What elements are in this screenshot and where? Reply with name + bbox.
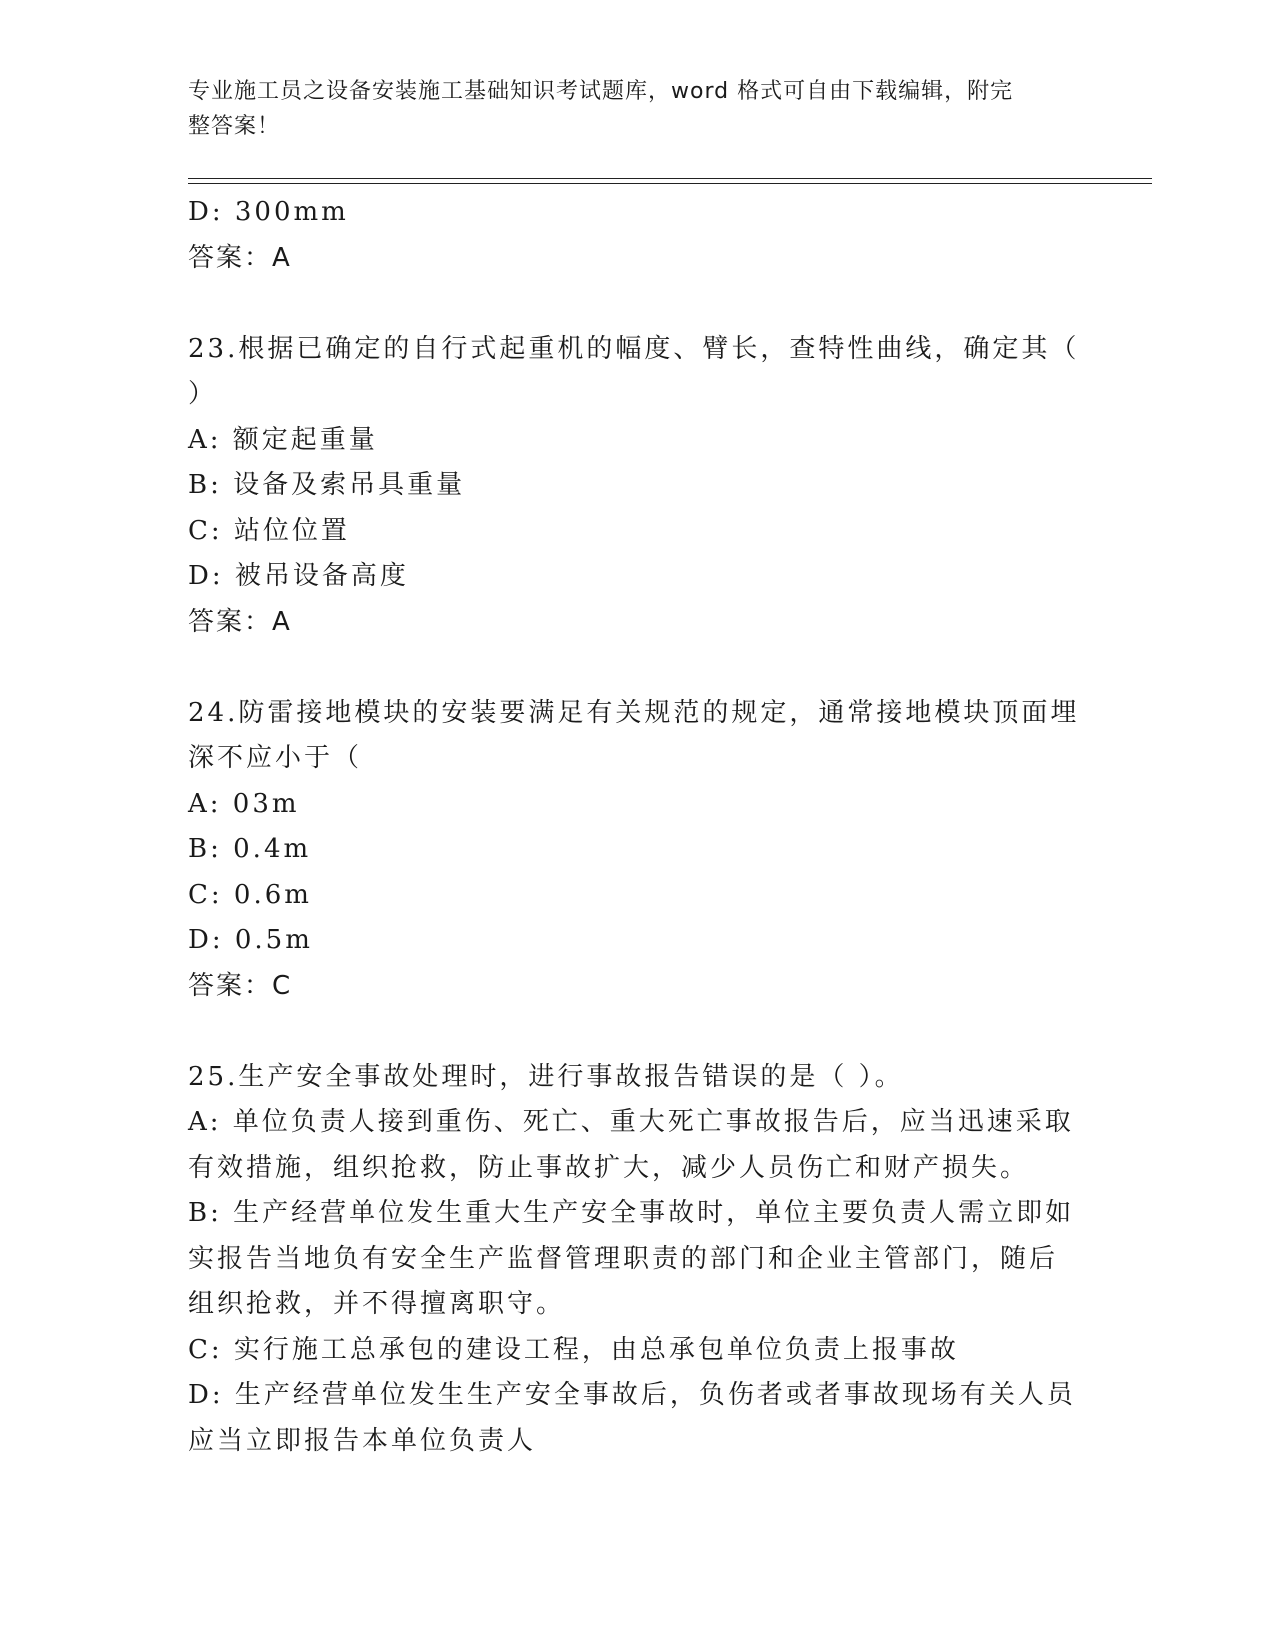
q25-option-c-line-1: C: 实行施工总承包的建设工程，由总承包单位负责上报事故 (188, 1334, 959, 1365)
q24-option-a: A: 03m (188, 788, 300, 819)
q23-stem-line-1: 23.根据已确定的自行式起重机的幅度、臂长，查特性曲线，确定其（ (188, 333, 1080, 364)
q24-stem-line-1: 24.防雷接地模块的安装要满足有关规范的规定，通常接地模块顶面埋 (188, 697, 1080, 728)
q25-stem-line-1: 25.生产安全事故处理时，进行事故报告错误的是（ ）。 (188, 1061, 904, 1092)
question-24 (188, 691, 1080, 1010)
q25-option-b-line-1: B: 生产经营单位发生重大生产安全事故时，单位主要负责人需立即如 (188, 1198, 1075, 1228)
question-22 (188, 190, 1068, 281)
spacer (188, 281, 1068, 327)
header-line-1: 专业施工员之设备安装施工基础知识考试题库，word 格式可自由下载编辑，附完 (188, 79, 1014, 104)
q23-option-b: B: 设备及索吊具重量 (188, 470, 466, 500)
q24-option-c: C: 0.6m (188, 879, 312, 910)
q25-option-d-line-2: 应当立即报告本单位负责人 (188, 1425, 537, 1456)
q23-answer: 答案：A (188, 606, 292, 637)
q24-option-b: B: 0.4m (188, 834, 312, 864)
document-header (188, 74, 1068, 144)
question-content (188, 190, 1080, 1464)
spacer (188, 1009, 1068, 1055)
q23-stem-line-2: ） (188, 379, 218, 409)
q22-answer: 答案：A (188, 242, 292, 273)
header-line-2: 整答案！ (188, 114, 281, 139)
question-25 (188, 1055, 1076, 1465)
q24-answer: 答案：C (188, 970, 293, 1001)
spacer (188, 645, 1068, 691)
q23-option-a: A: 额定起重量 (188, 424, 378, 455)
header-rule-top (188, 178, 1152, 179)
q22-option-d: D: 300mm (188, 197, 349, 227)
q25-option-b-line-2: 实报告当地负有安全生产监督管理职责的部门和企业主管部门，随后 (188, 1243, 1059, 1274)
q24-option-d: D: 0.5m (188, 925, 313, 955)
q23-option-d: D: 被吊设备高度 (188, 561, 409, 591)
header-rule-bottom (188, 183, 1152, 184)
q25-option-d-line-1: D: 生产经营单位发生生产安全事故后，负伤者或者事故现场有关人员 (188, 1380, 1076, 1410)
q25-option-a-line-2: 有效措施，组织抢救，防止事故扩大，减少人员伤亡和财产损失。 (188, 1152, 1030, 1183)
q25-option-b-line-3: 组织抢救，并不得擅离职守。 (188, 1289, 566, 1319)
q24-stem-line-2: 深不应小于（ (188, 743, 363, 773)
q25-option-a-line-1: A: 单位负责人接到重伤、死亡、重大死亡事故报告后，应当迅速采取 (188, 1107, 1074, 1137)
question-23 (188, 327, 1080, 646)
q23-option-c: C: 站位位置 (188, 515, 350, 546)
